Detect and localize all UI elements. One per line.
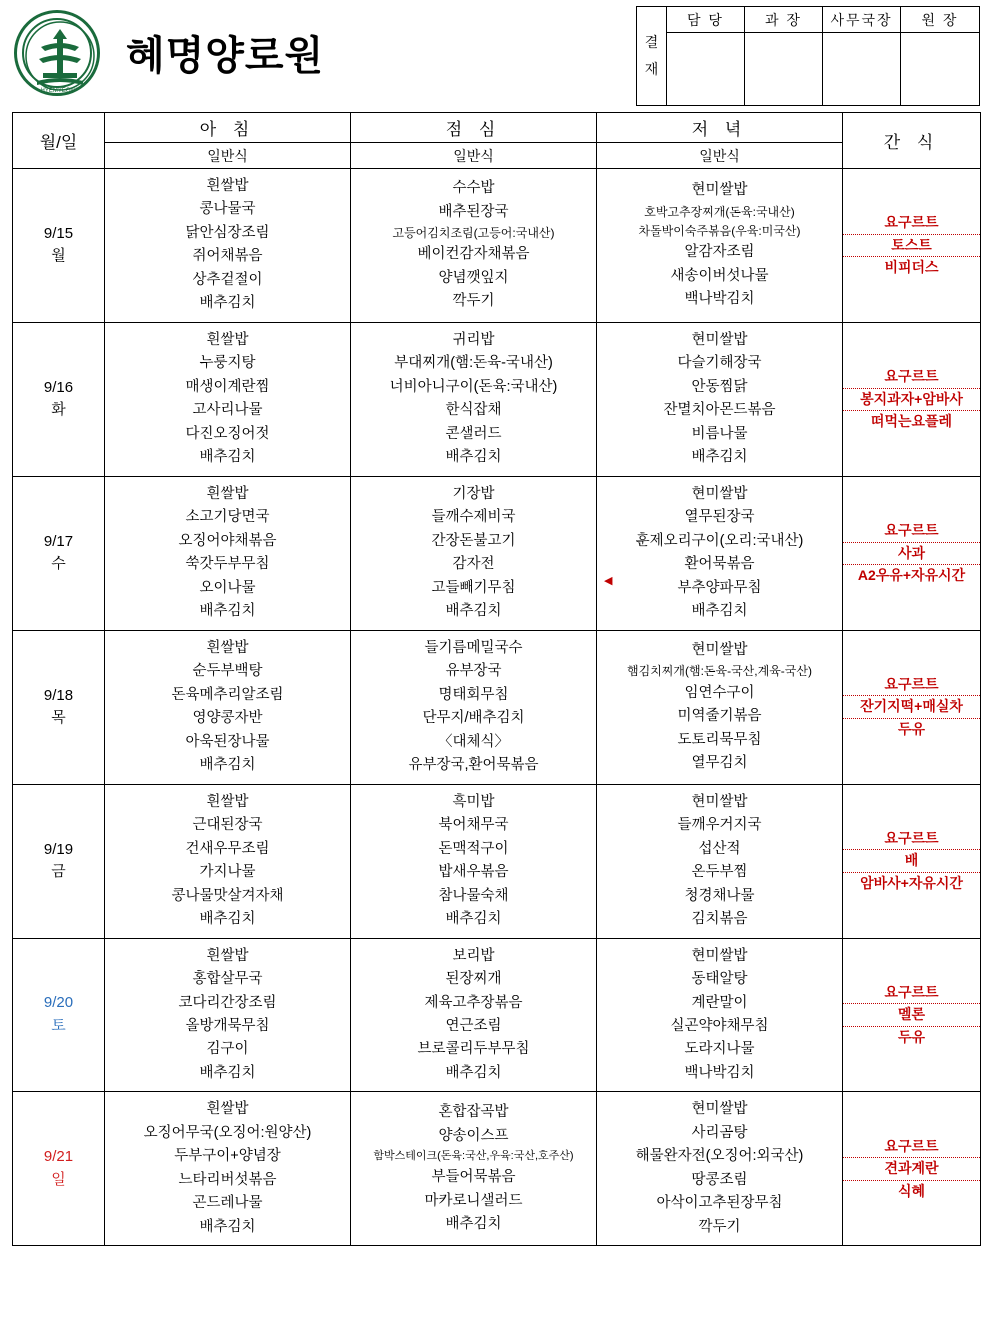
snack-cell <box>843 784 981 938</box>
menu-item: 감자전 <box>452 556 495 573</box>
menu-item: 배추김치 <box>199 1064 256 1081</box>
menu-item: 흰쌀밥 <box>206 331 249 348</box>
menu-item: 참나물숙채 <box>438 887 509 904</box>
menu-item: 들깨우거지국 <box>677 817 762 834</box>
date-text: 9/21 <box>43 1148 74 1166</box>
menu-item: 땅콩조림 <box>691 1171 748 1188</box>
menu-item: 배추김치 <box>199 1218 256 1235</box>
day-of-week-text: 금 <box>51 863 66 881</box>
date-cell <box>13 784 105 938</box>
menu-item: 돈맥적구이 <box>438 840 509 857</box>
menu-item: 코다리간장조림 <box>178 994 277 1011</box>
breakfast-cell <box>105 476 351 630</box>
menu-item: 배추김치 <box>445 911 502 928</box>
date-text: 9/20 <box>43 994 74 1012</box>
snack-item: 두유 <box>897 720 926 737</box>
menu-item: 유부장국,환어묵볶음 <box>408 757 539 774</box>
menu-item: 김치볶음 <box>691 911 748 928</box>
menu-item: 열무된장국 <box>684 509 755 526</box>
header-date: 월/일 <box>13 113 105 169</box>
snack-list <box>843 674 980 741</box>
menu-item: 귀리밥 <box>452 331 495 348</box>
menu-item: 단무지/배추김치 <box>422 710 525 727</box>
menu-item: 고들빼기무침 <box>431 579 516 596</box>
snack-item: 식혜 <box>897 1182 926 1199</box>
table-header-row <box>13 113 981 143</box>
menu-item: 임연수구이 <box>684 684 755 701</box>
menu-item: 배추김치 <box>199 295 256 312</box>
menu-item: 건새우무조림 <box>185 840 270 857</box>
menu-item: 오이나물 <box>199 579 256 596</box>
snack-item: 떠먹는요플레 <box>870 413 953 430</box>
menu-item: 콩나물국 <box>199 201 256 218</box>
dinner-cell <box>597 630 843 784</box>
menu-item: 흰쌀밥 <box>206 793 249 810</box>
menu-item: 다진오징어젓 <box>185 425 270 442</box>
menu-item: 현미쌀밥 <box>691 947 748 964</box>
snack-item: 요구르트 <box>843 520 980 543</box>
approval-sign-area <box>823 33 900 105</box>
menu-item: 흰쌀밥 <box>206 485 249 502</box>
snack-item: 요구르트 <box>843 982 980 1005</box>
menu-item: 도토리묵무침 <box>677 731 762 748</box>
snack-item: 요구르트 <box>843 674 980 697</box>
menu-item: 한식잡채 <box>445 402 502 419</box>
menu-item: 양념깻잎지 <box>438 269 509 286</box>
approval-column-title: 사무국장 <box>823 7 900 33</box>
breakfast-cell <box>105 784 351 938</box>
snack-list <box>843 520 980 587</box>
snack-item: 토스트 <box>843 235 980 258</box>
menu-item: 햄김치찌개(햄:돈육-국산,계육-국산) <box>627 664 812 679</box>
menu-item: 콩나물맛살겨자채 <box>171 887 284 904</box>
menu-item: 알감자조림 <box>684 244 755 261</box>
date-text: 9/18 <box>43 686 74 704</box>
menu-item: 배추김치 <box>691 449 748 466</box>
menu-item: 현미쌀밥 <box>691 485 748 502</box>
menu-item: 배추김치 <box>445 1216 502 1233</box>
breakfast-cell <box>105 1092 351 1246</box>
menu-item: 부대찌개(햄:돈육-국내산) <box>394 355 553 372</box>
menu-item: 두부구이+양념장 <box>174 1148 281 1165</box>
menu-item: 현미쌀밥 <box>691 793 748 810</box>
menu-item: 마카로니샐러드 <box>424 1192 523 1209</box>
approval-columns <box>667 7 979 105</box>
menu-item: 오징어무국(오징어:원양산) <box>143 1124 312 1141</box>
menu-item: 백나박김치 <box>684 291 755 308</box>
menu-item: 비름나물 <box>691 425 748 442</box>
date-cell <box>13 938 105 1092</box>
menu-item: 배추된장국 <box>438 203 509 220</box>
date-cell <box>13 1092 105 1246</box>
table-row <box>13 630 981 784</box>
header-breakfast: 아 침 <box>105 113 351 143</box>
menu-item: 보리밥 <box>452 947 495 964</box>
menu-item: 올방개묵무침 <box>185 1017 270 1034</box>
menu-item: 깍두기 <box>452 293 495 310</box>
menu-item: 현미쌀밥 <box>691 1101 748 1118</box>
menu-item: 훈제오리구이(오리:국내산) <box>635 532 804 549</box>
menu-item: 안동찜닭 <box>691 378 748 395</box>
menu-item: 깍두기 <box>698 1218 741 1235</box>
menu-item: 섭산적 <box>698 840 741 857</box>
menu-item: 온두부찜 <box>691 864 748 881</box>
menu-item: 배추김치 <box>691 603 748 620</box>
table-row <box>13 169 981 323</box>
snack-cell <box>843 1092 981 1246</box>
snack-item: 사과 <box>843 543 980 566</box>
menu-item: 흰쌀밥 <box>206 947 249 964</box>
date-text: 9/16 <box>43 378 74 396</box>
menu-item: 아욱된장나물 <box>185 733 270 750</box>
menu-item: 부추양파무침 <box>677 579 762 596</box>
subheader-breakfast: 일반식 <box>105 143 351 169</box>
breakfast-cell <box>105 938 351 1092</box>
approval-column-title: 담 당 <box>667 7 744 33</box>
approval-column-title: 과 장 <box>745 7 822 33</box>
weekly-menu-table <box>12 112 981 1246</box>
table-subheader-row <box>13 143 981 169</box>
menu-item: 혼합잡곡밥 <box>438 1104 509 1121</box>
menu-item: 가지나물 <box>199 864 256 881</box>
dinner-cell <box>597 322 843 476</box>
menu-item: 현미쌀밥 <box>691 182 748 199</box>
menu-item: 흰쌀밥 <box>206 639 249 656</box>
menu-item: 열무김치 <box>691 755 748 772</box>
day-of-week-text: 일 <box>51 1170 66 1188</box>
menu-item: 명태회무침 <box>438 686 509 703</box>
snack-item: 두유 <box>897 1028 926 1045</box>
approval-column <box>745 7 823 105</box>
menu-item: 유부장국 <box>445 663 502 680</box>
header-lunch: 점 심 <box>351 113 597 143</box>
snack-item: 멜론 <box>843 1004 980 1027</box>
dinner-cell <box>597 784 843 938</box>
approval-sign-area <box>901 33 979 105</box>
breakfast-cell <box>105 169 351 323</box>
menu-item: 들깨수제비국 <box>431 509 516 526</box>
menu-item: 새송이버섯나물 <box>670 267 769 284</box>
breakfast-cell <box>105 322 351 476</box>
menu-item: 영양콩자반 <box>192 710 263 727</box>
menu-item: 아삭이고추된장무침 <box>656 1195 783 1212</box>
menu-item: 현미쌀밥 <box>691 641 748 658</box>
snack-item: 잔기지떡+매실차 <box>843 696 980 719</box>
menu-item: 흰쌀밥 <box>206 178 249 194</box>
menu-item: 고등어김치조림(고등어:국내산) <box>392 225 555 240</box>
snack-item: 견과계란 <box>843 1158 980 1181</box>
snack-item: 배 <box>843 850 980 873</box>
snack-item: 요구르트 <box>843 212 980 235</box>
snack-item: 요구르트 <box>843 1136 980 1159</box>
menu-item: 북어채무국 <box>438 817 509 834</box>
snack-item: 요구르트 <box>843 366 980 389</box>
menu-item: 다슬기해장국 <box>677 355 762 372</box>
approval-sign-area <box>667 33 744 105</box>
date-text: 9/19 <box>43 840 74 858</box>
menu-item: 연근조림 <box>445 1017 502 1034</box>
menu-item: 호박고추장찌개(돈육:국내산) <box>644 204 795 219</box>
dinner-cell <box>597 476 843 630</box>
date-cell <box>13 476 105 630</box>
approval-column <box>823 7 901 105</box>
snack-item: 요구르트 <box>843 828 980 851</box>
snack-list <box>843 366 980 433</box>
menu-item: 닭안심장조림 <box>185 224 270 241</box>
date-cell <box>13 630 105 784</box>
menu-item: 배추김치 <box>199 911 256 928</box>
menu-item: 양송이스프 <box>438 1127 509 1144</box>
menu-item: 쑥갓두부무침 <box>185 556 270 573</box>
approval-column <box>901 7 979 105</box>
table-row <box>13 784 981 938</box>
menu-item: 소고기당면국 <box>185 509 270 526</box>
approval-stamp-box <box>636 6 980 106</box>
menu-item: 들기름메밀국수 <box>424 639 523 656</box>
snack-cell <box>843 630 981 784</box>
snack-cell <box>843 938 981 1092</box>
menu-item: 너비아니구이(돈육:국내산) <box>389 378 558 395</box>
table-row <box>13 938 981 1092</box>
snack-item: 암바사+자유시간 <box>860 874 963 891</box>
date-cell <box>13 322 105 476</box>
institution-seal-icon <box>14 10 100 96</box>
subheader-dinner: 일반식 <box>597 143 843 169</box>
day-of-week-text: 월 <box>51 247 66 265</box>
menu-item: 청경채나물 <box>684 887 755 904</box>
snack-list <box>843 828 980 895</box>
red-triangle-marker: ◀ <box>604 575 613 587</box>
menu-item: 사리곰탕 <box>691 1124 748 1141</box>
menu-item: 매생이계란찜 <box>185 378 270 395</box>
menu-item: 흑미밥 <box>452 793 495 810</box>
menu-item: 간장돈불고기 <box>431 532 516 549</box>
page-title: 혜명양로원 <box>126 34 325 78</box>
menu-item: 현미쌀밥 <box>691 331 748 348</box>
menu-item: 배추김치 <box>445 449 502 466</box>
day-of-week-text: 목 <box>51 709 66 727</box>
menu-item: 함박스테이크(돈육:국산,우육:국산,호주산) <box>373 1150 574 1163</box>
lunch-cell <box>351 322 597 476</box>
menu-item: 잔멸치아몬드볶음 <box>663 402 776 419</box>
approval-column-title: 원 장 <box>901 7 979 33</box>
dinner-cell <box>597 169 843 323</box>
menu-item: 수수밥 <box>452 180 495 197</box>
lunch-cell <box>351 476 597 630</box>
menu-item: 기장밥 <box>452 485 495 502</box>
menu-item: 흰쌀밥 <box>206 1101 249 1118</box>
menu-item: 동태알탕 <box>691 971 748 988</box>
snack-list <box>843 1136 980 1203</box>
menu-item: 부들어묵볶음 <box>431 1169 516 1186</box>
menu-item: 근대된장국 <box>192 817 263 834</box>
lunch-cell <box>351 938 597 1092</box>
menu-item: 환어묵볶음 <box>684 556 755 573</box>
menu-item: 된장찌개 <box>445 971 502 988</box>
table-row <box>13 322 981 476</box>
menu-item: 계란말이 <box>691 994 748 1011</box>
menu-item: 브로콜리두부무침 <box>417 1041 530 1058</box>
snack-cell <box>843 476 981 630</box>
approval-label-char-1: 결 <box>644 34 659 51</box>
menu-item: 돈육메추리알조림 <box>171 686 284 703</box>
lunch-cell <box>351 784 597 938</box>
snack-cell <box>843 169 981 323</box>
subheader-lunch: 일반식 <box>351 143 597 169</box>
day-of-week-text: 화 <box>51 401 66 419</box>
menu-item: 느타리버섯볶음 <box>178 1171 277 1188</box>
table-row <box>13 1092 981 1246</box>
menu-item: 미역줄기볶음 <box>677 708 762 725</box>
approval-label <box>637 7 667 105</box>
svg-text:HYEMYEONG: HYEMYEONG <box>40 88 80 94</box>
menu-item: 실곤약야채무침 <box>670 1017 769 1034</box>
dinner-cell <box>597 938 843 1092</box>
day-of-week-text: 수 <box>51 555 66 573</box>
approval-sign-area <box>745 33 822 105</box>
date-text: 9/17 <box>43 532 74 550</box>
menu-item: 김구이 <box>206 1041 249 1058</box>
menu-item: 백나박김치 <box>684 1064 755 1081</box>
document-header <box>0 0 992 112</box>
dinner-cell <box>597 1092 843 1246</box>
menu-item: 〈대체식〉 <box>437 733 510 750</box>
menu-item: 베이컨감자채볶음 <box>417 246 530 263</box>
menu-item: 배추김치 <box>445 1064 502 1081</box>
menu-item: 콘샐러드 <box>445 425 502 442</box>
date-text: 9/15 <box>43 224 74 242</box>
menu-item: 쥐어채볶음 <box>192 248 263 265</box>
breakfast-cell <box>105 630 351 784</box>
lunch-cell <box>351 630 597 784</box>
menu-item: 도라지나물 <box>684 1041 755 1058</box>
menu-item: 제육고추장볶음 <box>424 994 523 1011</box>
lunch-cell <box>351 1092 597 1246</box>
menu-item: 고사리나물 <box>192 402 263 419</box>
menu-item: 차돌박이숙주볶음(우육:미국산) <box>638 223 801 238</box>
menu-item: 배추김치 <box>199 603 256 620</box>
menu-item: 밥새우볶음 <box>438 864 509 881</box>
menu-item: 누룽지탕 <box>199 355 256 372</box>
header-snack: 간 식 <box>843 113 981 169</box>
lunch-cell <box>351 169 597 323</box>
menu-item: 배추김치 <box>199 449 256 466</box>
menu-item: 상추겉절이 <box>192 271 263 288</box>
title-block <box>126 24 324 81</box>
header-dinner: 저 녁 <box>597 113 843 143</box>
approval-label-char-2: 재 <box>644 61 659 77</box>
snack-item: 비피더스 <box>884 259 939 276</box>
snack-item: A2우유+자유시간 <box>857 567 966 584</box>
menu-item: 해물완자전(오징어:외국산) <box>635 1148 804 1165</box>
menu-item: 배추김치 <box>445 603 502 620</box>
snack-item: 봉지과자+암바사 <box>843 389 980 412</box>
menu-item: 홍합살무국 <box>192 971 263 988</box>
date-cell <box>13 169 105 323</box>
snack-list <box>843 212 980 279</box>
snack-list <box>843 982 980 1049</box>
table-row <box>13 476 981 630</box>
menu-item: 순두부백탕 <box>192 663 263 680</box>
snack-cell <box>843 322 981 476</box>
menu-item: 곤드레나물 <box>192 1195 263 1212</box>
menu-item: 오징어야채볶음 <box>178 532 277 549</box>
day-of-week-text: 토 <box>51 1016 66 1034</box>
approval-column <box>667 7 745 105</box>
menu-item: 배추김치 <box>199 757 256 774</box>
